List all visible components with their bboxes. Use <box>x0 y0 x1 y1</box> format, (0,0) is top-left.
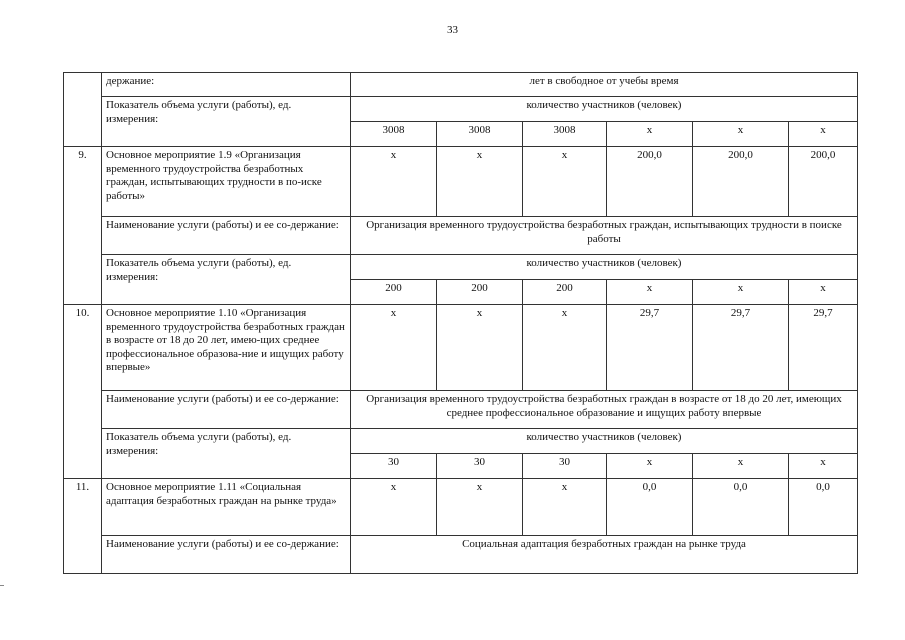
row-number: 10. <box>64 305 102 479</box>
table-row <box>64 429 858 454</box>
unit-of-measure: количество участников (человек) <box>351 429 858 454</box>
table-row <box>64 217 858 255</box>
row-label: Показатель объема услуги (работы), ед. измерения: <box>102 429 351 479</box>
unit-of-measure: количество участников (человек) <box>351 255 858 280</box>
value-cell: 0,0 <box>789 479 858 536</box>
event-title: Основное мероприятие 1.10 «Организация временного трудоустройства безработных граждан в возрасте от 18 до 20 лет, имею-щих среднее профессиональное образова-ние и ищущих работу впервые» <box>102 305 351 391</box>
service-content: лет в свободное от учебы время <box>351 73 858 97</box>
page-number: 33 <box>447 24 458 36</box>
value-cell: 29,7 <box>693 305 789 391</box>
service-content: Организация временного трудоустройства безработных граждан в возрасте от 18 до 20 лет, имеющих среднее профессиональное образование и ищущих работу впервые <box>351 391 858 429</box>
row-label: Показатель объема услуги (работы), ед. измерения: <box>102 97 351 147</box>
value-cell: х <box>607 280 693 305</box>
value-cell: 200 <box>523 280 607 305</box>
row-label: Наименование услуги (работы) и ее со-держание: <box>102 391 351 429</box>
table-row <box>64 391 858 429</box>
row-label: Наименование услуги (работы) и ее со-держание: <box>102 536 351 574</box>
value-cell: х <box>789 280 858 305</box>
value-cell: 3008 <box>351 122 437 147</box>
event-title: Основное мероприятие 1.9 «Организация временного трудоустройства безработных граждан, испытывающих трудности в по-иске работы» <box>102 147 351 217</box>
unit-of-measure: количество участников (человек) <box>351 97 858 122</box>
service-content: Организация временного трудоустройства безработных граждан, испытывающих трудности в поиске работы <box>351 217 858 255</box>
value-cell: х <box>607 454 693 479</box>
value-cell: 30 <box>437 454 523 479</box>
value-cell: х <box>523 305 607 391</box>
table-row <box>64 97 858 122</box>
value-cell: х <box>437 479 523 536</box>
value-cell: х <box>693 122 789 147</box>
value-cell: 3008 <box>523 122 607 147</box>
value-cell: 3008 <box>437 122 523 147</box>
value-cell: 29,7 <box>789 305 858 391</box>
row-number-cell <box>64 73 102 147</box>
row-label: Показатель объема услуги (работы), ед. измерения: <box>102 255 351 305</box>
row-label: Наименование услуги (работы) и ее со-держание: <box>102 217 351 255</box>
value-cell: 200,0 <box>789 147 858 217</box>
table-row <box>64 305 858 391</box>
event-title: Основное мероприятие 1.11 «Социальная адаптация безработных граждан на рынке труда» <box>102 479 351 536</box>
value-cell: х <box>437 147 523 217</box>
value-cell: 200 <box>437 280 523 305</box>
table-row <box>64 536 858 574</box>
value-cell: 200,0 <box>693 147 789 217</box>
value-cell: х <box>693 454 789 479</box>
value-cell: х <box>351 147 437 217</box>
value-cell: 0,0 <box>607 479 693 536</box>
value-cell: 30 <box>523 454 607 479</box>
value-cell: 30 <box>351 454 437 479</box>
value-cell: х <box>351 479 437 536</box>
service-content: Социальная адаптация безработных граждан на рынке труда <box>351 536 858 574</box>
value-cell: х <box>693 280 789 305</box>
services-table <box>63 72 858 574</box>
value-cell: 29,7 <box>607 305 693 391</box>
scan-edge-mark <box>0 585 4 586</box>
row-label: держание: <box>102 73 351 97</box>
row-number: 9. <box>64 147 102 305</box>
value-cell: х <box>607 122 693 147</box>
value-cell: 200 <box>351 280 437 305</box>
value-cell: х <box>437 305 523 391</box>
value-cell: х <box>789 122 858 147</box>
row-number: 11. <box>64 479 102 574</box>
value-cell: х <box>351 305 437 391</box>
table-row <box>64 255 858 280</box>
table-row <box>64 479 858 536</box>
value-cell: х <box>523 147 607 217</box>
table-row <box>64 147 858 217</box>
value-cell: х <box>523 479 607 536</box>
value-cell: х <box>789 454 858 479</box>
value-cell: 0,0 <box>693 479 789 536</box>
value-cell: 200,0 <box>607 147 693 217</box>
table-row <box>64 73 858 97</box>
